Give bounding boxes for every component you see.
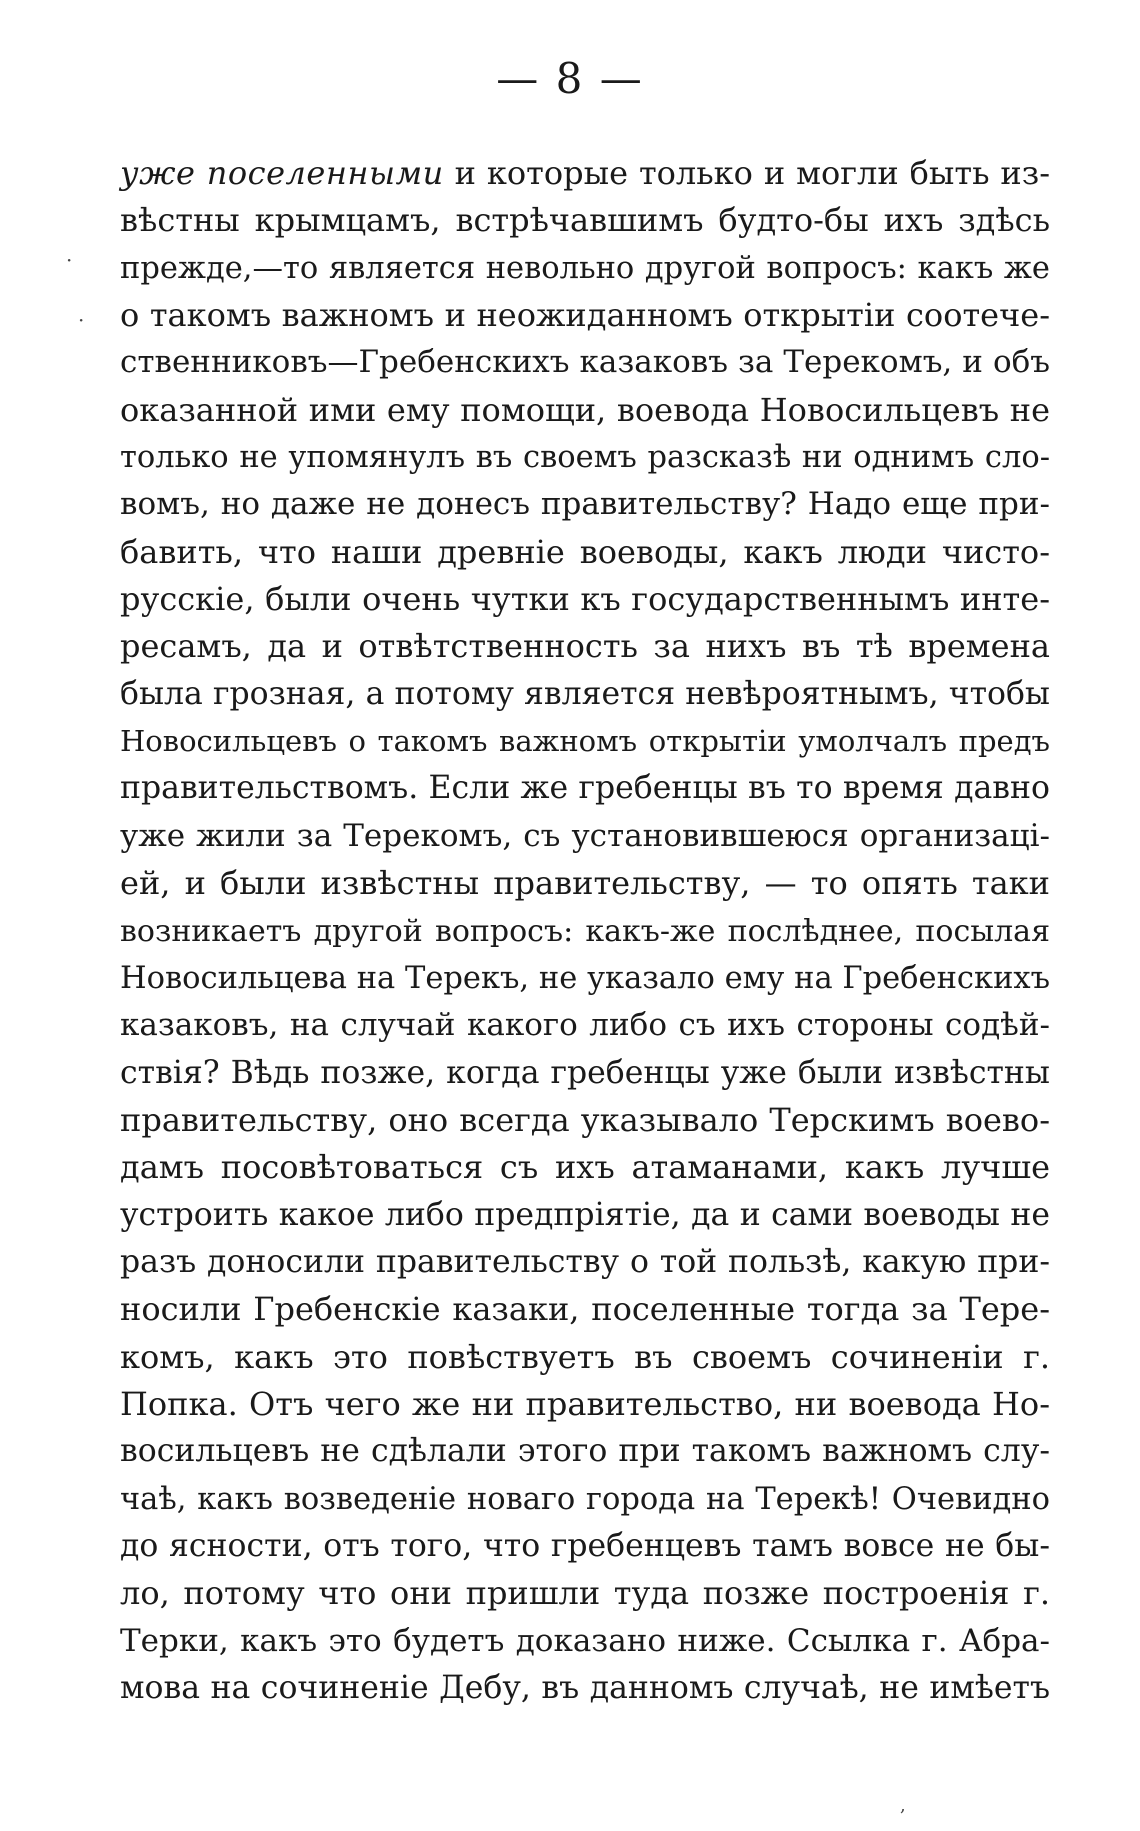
italic-phrase: уже поселенными [120, 154, 444, 192]
text-line: вомъ, но даже не донесъ правительству? Надо еще при- [120, 486, 1050, 523]
text-line: правительствомъ. Если же гребенцы въ то время давно [120, 770, 1050, 807]
text-line: мова на сочиненіе Дебу, въ данномъ случаѣ, не имѣетъ [120, 1670, 1050, 1706]
text-line: комъ, какъ это повѣствуетъ въ своемъ сочиненіи г. [120, 1337, 1050, 1376]
text-line: до ясности, отъ того, что гребенцевъ тамъ вовсе не бы- [120, 1527, 1050, 1564]
text-line: дамъ посовѣтоваться съ ихъ атаманами, какъ лучше [120, 1148, 1050, 1187]
margin-speck: · [66, 248, 73, 272]
page-number: — 8 — [496, 54, 644, 103]
margin-speck: , [900, 1795, 906, 1816]
text-line: Терки, какъ это будетъ доказано ниже. Ссылка г. Абра- [120, 1622, 1050, 1659]
text-line: уже жили за Терекомъ, съ установившеюся организаці- [120, 817, 1050, 854]
text-line: правительству, оно всегда указывало Терскимъ воево- [120, 1100, 1050, 1139]
text-line: ствія? Вѣдь позже, когда гребенцы уже были извѣстны [120, 1054, 1050, 1091]
text-line: Новосильцевъ о такомъ важномъ открытіи умолчалъ предъ [120, 724, 1050, 759]
text-line: только не упомянулъ въ своемъ разсказѣ ни однимъ сло- [120, 440, 1050, 476]
text-line: ей, и были извѣстны правительству, — то опять таки [120, 864, 1050, 903]
text-line-1 [120, 150, 1050, 197]
text-line: ресамъ, да и отвѣтственность за нихъ въ тѣ времена [120, 627, 1050, 666]
text-line: ственниковъ—Гребенскихъ казаковъ за Терекомъ, и объ [120, 344, 1050, 381]
text-line-1-rest: и которые только и могли быть из- [454, 154, 1051, 192]
text-line: носили Гребенскіе казаки, поселенные тогда за Тере- [120, 1290, 1050, 1329]
text-line: возникаетъ другой вопросъ: какъ-же послѣднее, посылая [120, 913, 1050, 949]
text-line: бавить, что наши древніе воеводы, какъ люди чисто- [120, 532, 1050, 571]
text-line: прежде,—то является невольно другой вопросъ: какъ же [120, 250, 1050, 286]
text-line: была грозная, а потому является невѣроятнымъ, чтобы [120, 675, 1050, 712]
text-line: казаковъ, на случай какого либо съ ихъ стороны содѣй- [120, 1007, 1050, 1044]
text-line: Новосильцева на Терекъ, не указало ему на Гребенскихъ [120, 960, 1050, 996]
text-line: оказанной ими ему помощи, воевода Новосильцевъ не [120, 390, 1050, 429]
text-line: ло, потому что они пришли туда позже построенія г. [120, 1574, 1050, 1613]
text-line: чаѣ, какъ возведеніе новаго города на Терекѣ! Очевидно [120, 1481, 1050, 1517]
text-line: разъ доносили правительству о той пользѣ, какую при- [120, 1243, 1050, 1280]
text-line: Попка. Отъ чего же ни правительство, ни воевода Но- [120, 1384, 1050, 1423]
text-line: устроить какое либо предпріятіе, да и сами воеводы не [120, 1196, 1050, 1233]
text-line: вѣстны крымцамъ, встрѣчавшимъ будто-бы ихъ здѣсь [120, 201, 1050, 240]
margin-speck: · [78, 308, 85, 332]
text-line: восильцевъ не сдѣлали этого при такомъ важномъ слу- [120, 1433, 1050, 1470]
text-line: русскіе, были очень чутки къ государственнымъ инте- [120, 580, 1050, 619]
text-line: о такомъ важномъ и неожиданномъ открытіи соотече- [120, 296, 1050, 335]
body-text [120, 150, 1050, 1712]
